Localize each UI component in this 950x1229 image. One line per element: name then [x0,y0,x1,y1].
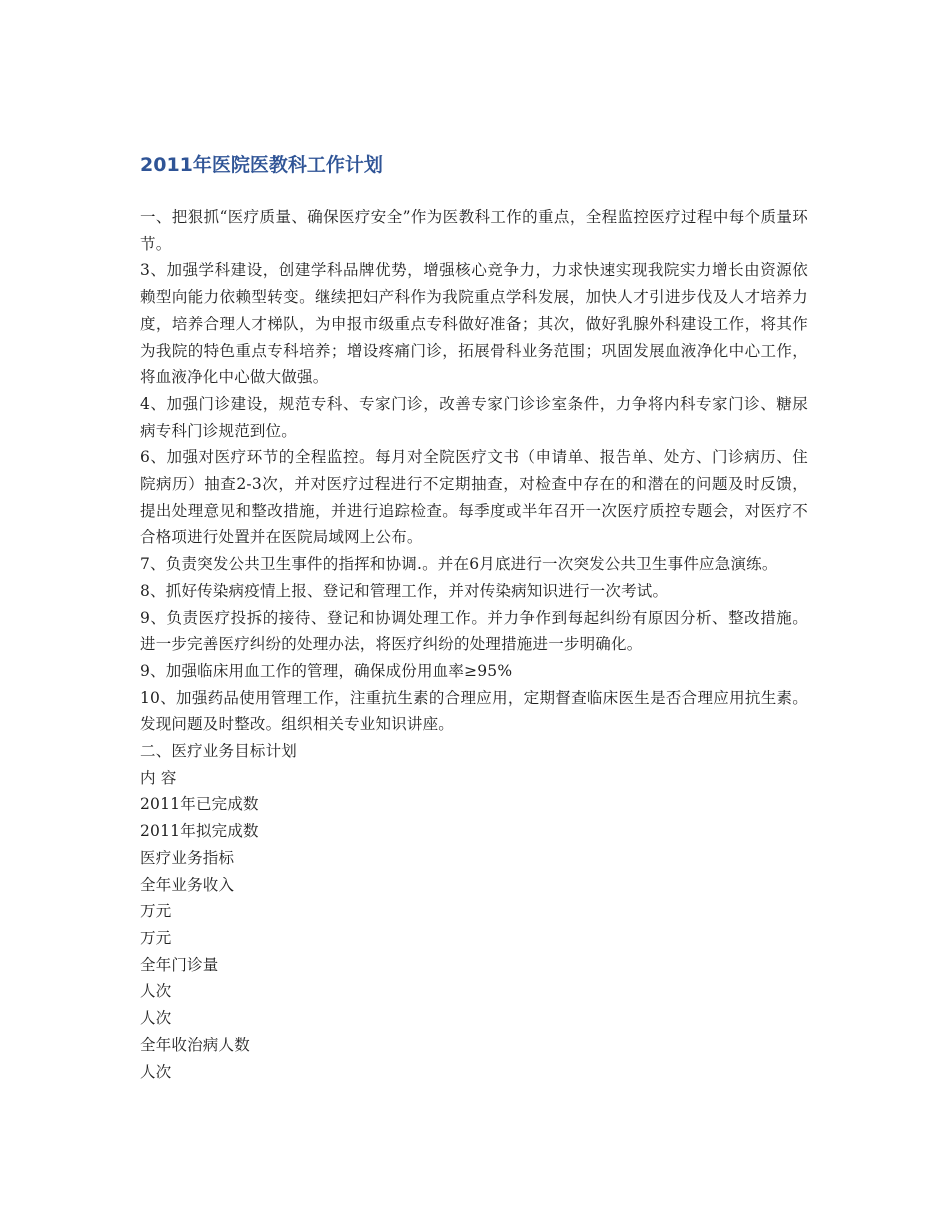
list-item: 全年收治病人数 [140,1035,250,1054]
document-title: 2011年医院医教科工作计划 [140,154,383,176]
list-item: 人次 [140,1009,172,1028]
list-item: 万元 [140,928,172,947]
list-item: 医疗业务指标 [140,848,235,867]
list-item: 2011年拟完成数 [140,822,259,841]
paragraph-process-monitoring: 6、加强对医疗环节的全程监控。每月对全院医疗文书（申请单、报告单、处方、门诊病历、住院病历）抽查2-3次，并对医疗过程进行不定期抽查，对检查中存在的和潜在的问题及时反馈，提出处理意见和整改措施，并进行追踪检查。每季度或半年召开一次医疗质控专题会，对医疗不合格项进行处置并在医院局域网上公布。 [140,448,808,547]
paragraph-outpatient-building: 4、加强门诊建设，规范专科、专家门诊，改善专家门诊诊室条件，力争将内科专家门诊、糖尿病专科门诊规范到位。 [140,394,808,440]
list-item: 内 容 [140,768,177,787]
list-item: 2011年已完成数 [140,795,259,814]
list-item: 全年业务收入 [140,875,235,894]
list-item: 万元 [140,902,172,921]
list-item: 人次 [140,1062,172,1081]
paragraph-discipline-building: 3、加强学科建设，创建学科品牌优势，增强核心竞争力，力求快速实现我院实力增长由资源依赖型向能力依赖型转变。继续把妇产科作为我院重点学科发展，加快人才引进步伐及人才培养力度，培养合理人才梯队，为申报市级重点专科做好准备；其次，做好乳腺外科建设工作，将其作为我院的特色重点专科培养；增设疼痛门诊，拓展骨科业务范围；巩固发展血液净化中心工作，将血液净化中心做大做强。 [140,261,808,387]
list-item: 全年门诊量 [140,955,219,974]
paragraph-public-health-emergency: 7、负责突发公共卫生事件的指挥和协调.。并在6月底进行一次突发公共卫生事件应急演练。 [140,555,778,574]
paragraph-drug-management: 10、加强药品使用管理工作，注重抗生素的合理应用，定期督查临床医生是否合理应用抗生素。发现问题及时整改。组织相关专业知识讲座。 [140,688,808,734]
paragraph-infectious-disease: 8、抓好传染病疫情上报、登记和管理工作，并对传染病知识进行一次考试。 [140,581,669,600]
section-heading-business-targets: 二、医疗业务目标计划 [140,742,298,761]
paragraph-blood-use: 9、加强临床用血工作的管理，确保成份用血率≥95% [140,661,513,680]
document-page [140,150,808,1085]
paragraph-complaint-handling: 9、负责医疗投拆的接待、登记和协调处理工作。并力争作到每起纠纷有原因分析、整改措施。进一步完善医疗纠纷的处理办法，将医疗纠纷的处理措施进一步明确化。 [140,608,808,654]
list-item: 人次 [140,982,172,1001]
paragraph-quality-focus: 一、把狠抓“医疗质量、确保医疗安全”作为医教科工作的重点，全程监控医疗过程中每个质量环节。 [140,208,808,253]
